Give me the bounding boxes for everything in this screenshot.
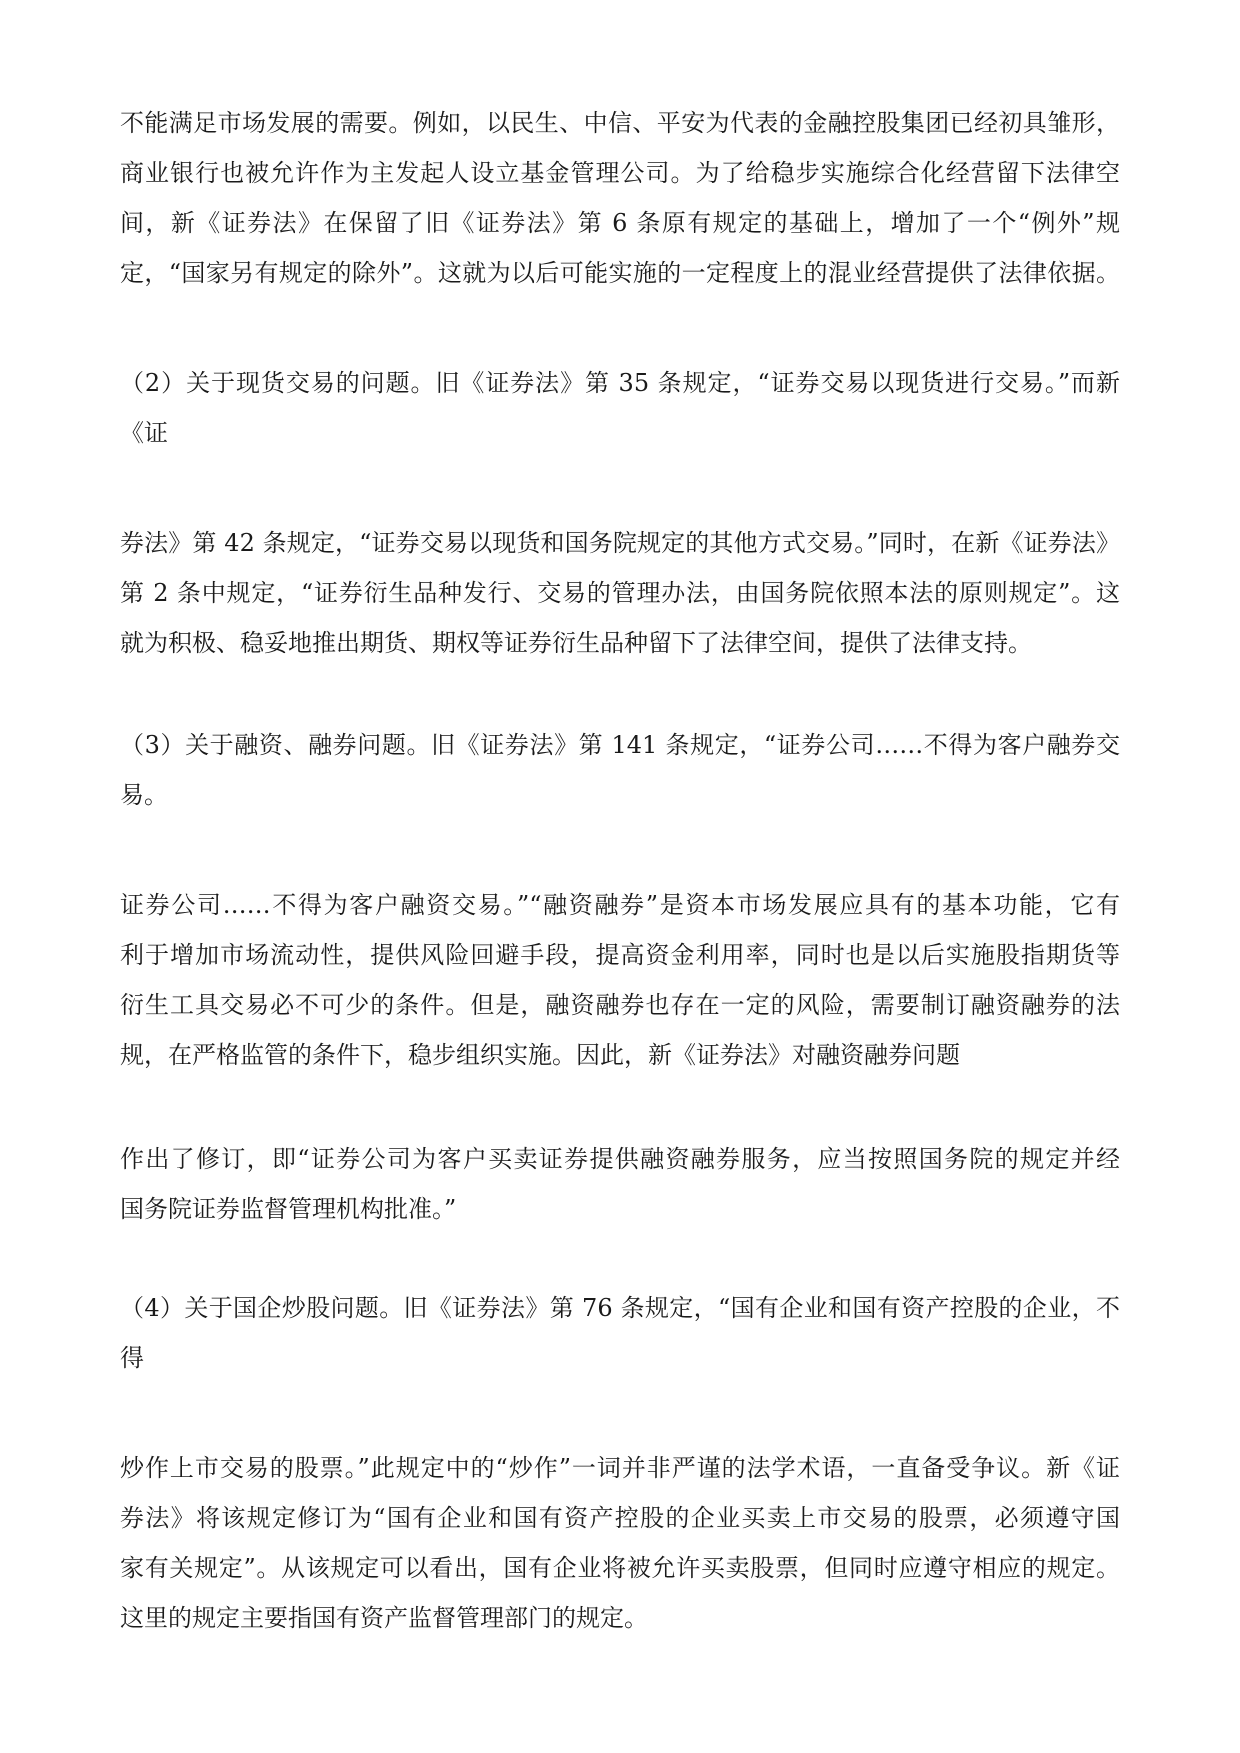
- text-line: 定，“国家另有规定的除外”。这就为以后可能实施的一定程度上的混业经营提供了法律依据。: [120, 259, 1120, 287]
- text-line: 这里的规定主要指国有资产监督管理部门的规定。: [120, 1604, 648, 1632]
- text-line: 规，在严格监管的条件下，稳步组织实施。因此，新《证券法》对融资融券问题: [120, 1041, 960, 1069]
- paragraph-soe-trading-body: [120, 1443, 1120, 1643]
- paragraph-margin-trading-body: [120, 880, 1120, 1080]
- paragraph-spot-trading-heading: [120, 358, 1120, 458]
- text-line: 家有关规定”。从该规定可以看出，国有企业将被允许买卖股票，但同时应遵守相应的规定。: [120, 1554, 1120, 1582]
- text-line: （3）关于融资、融券问题。旧《证券法》第 141 条规定，“证券公司……不得为客户融券交: [120, 731, 1120, 759]
- text-line: 就为积极、稳妥地推出期货、期权等证券衍生品种留下了法律空间，提供了法律支持。: [120, 629, 1032, 657]
- text-line: 商业银行也被允许作为主发起人设立基金管理公司。为了给稳步实施综合化经营留下法律空: [120, 159, 1120, 187]
- text-line: 《证: [120, 419, 168, 447]
- text-line: 间，新《证券法》在保留了旧《证券法》第 6 条原有规定的基础上，增加了一个“例外”规: [120, 209, 1120, 237]
- text-line: 利于增加市场流动性，提供风险回避手段，提高资金利用率，同时也是以后实施股指期货等: [120, 941, 1120, 969]
- text-line: 炒作上市交易的股票。”此规定中的“炒作”一词并非严谨的法学术语，一直备受争议。新《证: [120, 1454, 1120, 1482]
- text-line: 第 2 条中规定，“证券衍生品种发行、交易的管理办法，由国务院依照本法的原则规定”。这: [120, 579, 1120, 607]
- text-line: 不能满足市场发展的需要。例如，以民生、中信、平安为代表的金融控股集团已经初具雏形，: [120, 109, 1120, 137]
- text-line: 证券公司……不得为客户融资交易。”“融资融券”是资本市场发展应具有的基本功能，它有: [120, 891, 1120, 919]
- text-line: 得: [120, 1344, 144, 1372]
- paragraph-mixed-operation: [120, 98, 1120, 298]
- text-line: 券法》将该规定修订为“国有企业和国有资产控股的企业买卖上市交易的股票，必须遵守国: [120, 1504, 1120, 1532]
- text-line: （2）关于现货交易的问题。旧《证券法》第 35 条规定，“证券交易以现货进行交易。”而新: [120, 369, 1120, 397]
- paragraph-margin-trading-heading: [120, 720, 1120, 820]
- text-line: 衍生工具交易必不可少的条件。但是，融资融券也存在一定的风险，需要制订融资融券的法: [120, 991, 1120, 1019]
- text-line: 易。: [120, 781, 168, 809]
- paragraph-soe-trading-heading: [120, 1283, 1120, 1383]
- text-line: 作出了修订，即“证券公司为客户买卖证券提供融资融券服务，应当按照国务院的规定并经: [120, 1145, 1120, 1173]
- text-line: 国务院证券监督管理机构批准。”: [120, 1195, 457, 1223]
- text-line: 券法》第 42 条规定，“证券交易以现货和国务院规定的其他方式交易。”同时，在新《证券法》: [120, 529, 1120, 557]
- paragraph-spot-trading-body: [120, 518, 1120, 668]
- paragraph-margin-trading-revision: [120, 1134, 1120, 1234]
- text-line: （4）关于国企炒股问题。旧《证券法》第 76 条规定，“国有企业和国有资产控股的企业，不: [120, 1294, 1120, 1322]
